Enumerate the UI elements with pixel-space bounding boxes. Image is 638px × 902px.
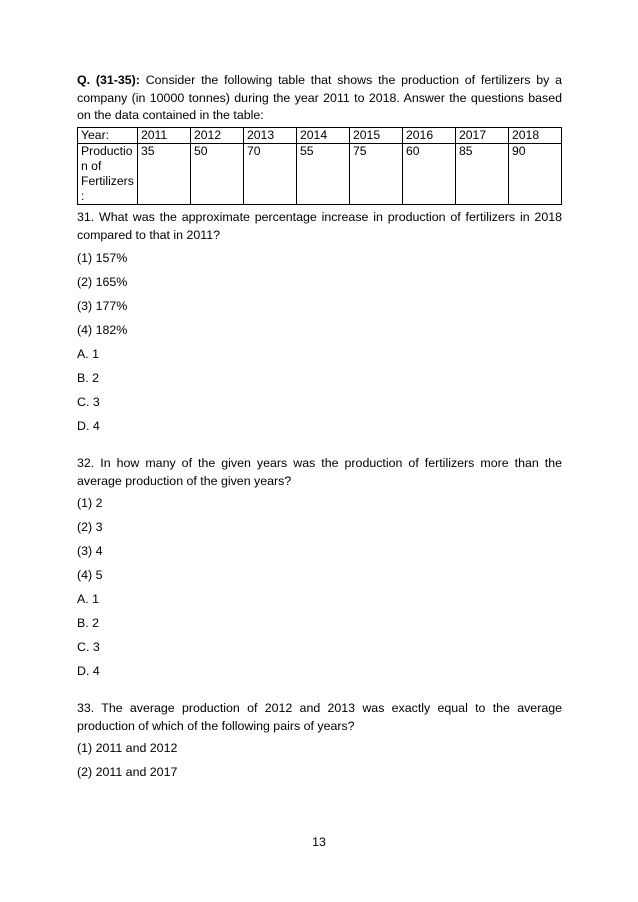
table-cell: 75 bbox=[350, 143, 403, 204]
table-cell: 2013 bbox=[244, 127, 297, 143]
table-cell: 60 bbox=[403, 143, 456, 204]
page-number: 13 bbox=[312, 835, 326, 849]
document-page bbox=[77, 72, 562, 779]
intro-paragraph bbox=[77, 72, 562, 125]
option: (2) 2011 and 2017 bbox=[77, 765, 178, 779]
table-cell: Production of Fertilizers: bbox=[78, 143, 138, 204]
option: (2) 165% bbox=[77, 275, 128, 289]
option: (3) 4 bbox=[77, 544, 103, 558]
table-header-row bbox=[78, 127, 562, 143]
table-row bbox=[78, 143, 562, 204]
intro-label: Q. (31-35): bbox=[77, 73, 140, 87]
option: B. 2 bbox=[77, 616, 100, 630]
table-cell: 35 bbox=[138, 143, 191, 204]
option: B. 2 bbox=[77, 371, 100, 385]
table-cell: 2015 bbox=[350, 127, 403, 143]
question-31 bbox=[77, 209, 562, 433]
option: A. 1 bbox=[77, 347, 100, 361]
question-text: 31. What was the approximate percentage increase in production of fertilizers in 2018 compared to that in 2011? bbox=[77, 210, 562, 242]
table-cell: 70 bbox=[244, 143, 297, 204]
option: D. 4 bbox=[77, 664, 100, 678]
table-cell: 50 bbox=[191, 143, 244, 204]
question-33 bbox=[77, 700, 562, 779]
option: (2) 3 bbox=[77, 520, 103, 534]
option: D. 4 bbox=[77, 419, 100, 433]
option: (1) 2 bbox=[77, 496, 103, 510]
option: (3) 177% bbox=[77, 299, 128, 313]
table-cell: 85 bbox=[456, 143, 509, 204]
table-cell: 90 bbox=[509, 143, 562, 204]
fertilizer-table bbox=[77, 127, 562, 205]
table-cell: Year: bbox=[78, 127, 138, 143]
table-cell: 2014 bbox=[297, 127, 350, 143]
table-cell: 2018 bbox=[509, 127, 562, 143]
table-cell: 2011 bbox=[138, 127, 191, 143]
option: C. 3 bbox=[77, 395, 100, 409]
table-cell: 2017 bbox=[456, 127, 509, 143]
option: C. 3 bbox=[77, 640, 100, 654]
option: (4) 182% bbox=[77, 323, 128, 337]
option: A. 1 bbox=[77, 592, 100, 606]
option: (1) 157% bbox=[77, 251, 128, 265]
question-text: 33. The average production of 2012 and 2013 was exactly equal to the average production of which of the following pairs of years? bbox=[77, 701, 562, 733]
table-cell: 2016 bbox=[403, 127, 456, 143]
table-cell: 2012 bbox=[191, 127, 244, 143]
question-32 bbox=[77, 455, 562, 678]
option: (4) 5 bbox=[77, 568, 103, 582]
table-cell: 55 bbox=[297, 143, 350, 204]
intro-text: Consider the following table that shows the production of fertilizers by a company (in 10000 tonnes) during the year 2011 to 2018. Answer the questions based on the data contained in the table: bbox=[77, 73, 562, 122]
question-text: 32. In how many of the given years was the production of fertilizers more than the average production of the given years? bbox=[77, 456, 562, 488]
option: (1) 2011 and 2012 bbox=[77, 741, 178, 755]
